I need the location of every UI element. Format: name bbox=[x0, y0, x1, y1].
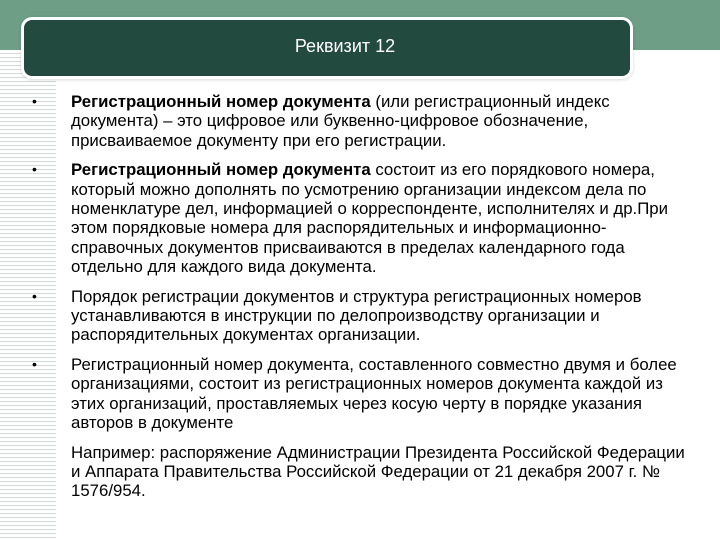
example-paragraph: Например: распоряжение Администрации Президента Российской Федерации и Аппарата Правительства Российской Федерации от 21 декабря 2007 г. № 1576/954. bbox=[71, 442, 685, 501]
bullet-item-3 bbox=[32, 287, 694, 345]
item-text: состоит из его порядкового номера, который можно дополнять по усмотрению организации индексом дела по номенклатуре дел, информацией о корреспонденте, исполнителях и др.При этом порядковые номера для распорядительных и информационно-справочных документов присваиваются в пределах календарного года отдельно для каждого вида документа. bbox=[71, 160, 668, 277]
item-text: Регистрационный номер документа, составленного совместно двумя и более организациями, состоит из регистрационных номеров документа каждой из этих организаций, проставляемых через косую черту в порядке указания авторов в документе bbox=[71, 354, 677, 433]
bullet-item-1 bbox=[32, 92, 694, 150]
slide-title: Реквизит 12 bbox=[294, 36, 396, 56]
item-text: (или регистрационный индекс документа) – это цифровое или буквенно-цифровое обозначение, присваиваемое документу при его регистрации. bbox=[71, 92, 610, 150]
item-text: Порядок регистрации документов и структура регистрационных номеров устанавливаются в инструкции по делопроизводству организации и распорядительных документах организации. bbox=[71, 286, 642, 345]
bullet-icon: • bbox=[32, 93, 37, 109]
bullet-icon: • bbox=[32, 355, 37, 372]
title-bar bbox=[24, 20, 630, 76]
bullet-item-2 bbox=[32, 160, 694, 276]
slide-body bbox=[32, 92, 694, 501]
bullet-item-4 bbox=[32, 355, 694, 433]
bullet-icon: • bbox=[32, 287, 37, 304]
bold-term: Регистрационный номер документа bbox=[71, 160, 371, 180]
bullet-icon: • bbox=[32, 161, 37, 178]
bold-term: Регистрационный номер документа bbox=[71, 92, 371, 111]
